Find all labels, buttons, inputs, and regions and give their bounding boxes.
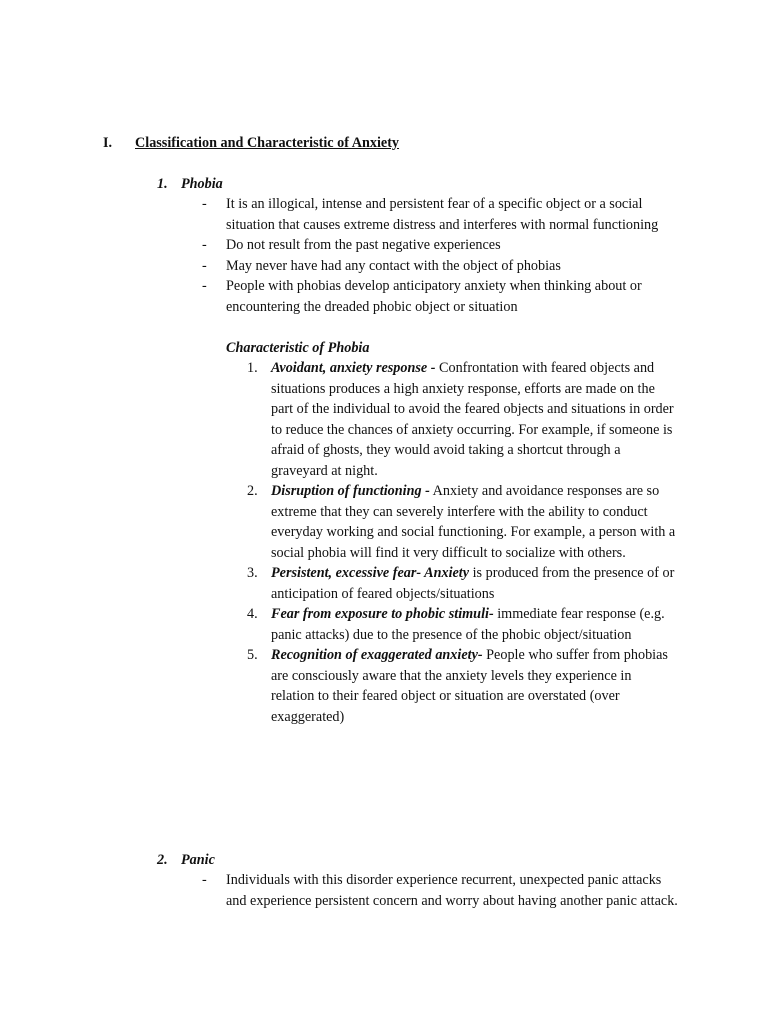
- bullet-text: It is an illogical, intense and persistent fear of a specific object or a social situation that causes extreme distress and interferes with normal functioning: [226, 196, 659, 233]
- bullet-dash: -: [202, 278, 207, 294]
- list-item: [244, 563, 676, 604]
- item-term: Recognition of exaggerated anxiety-: [271, 647, 483, 663]
- panic-heading: [157, 850, 215, 871]
- item-term: Avoidant, anxiety response -: [271, 360, 436, 376]
- item-text: Anxiety and avoidance responses are so extreme that they can severely interfere with the ability to conduct everyday working and social functioning. For example, a person with a social phobia will find it very difficult to socialize with others.: [271, 483, 676, 561]
- item-number: 1.: [247, 360, 258, 376]
- list-item: [244, 604, 676, 645]
- list-item: [200, 256, 680, 277]
- item-number: 2.: [247, 483, 258, 499]
- bullet-text: Do not result from the past negative experiences: [226, 237, 501, 253]
- list-item: [200, 194, 680, 235]
- list-item: [200, 235, 680, 256]
- bullet-dash: -: [202, 196, 207, 212]
- bullet-dash: -: [202, 257, 207, 274]
- item-term: Disruption of functioning -: [271, 483, 430, 499]
- bullet-text: May never have had any contact with the object of phobias: [226, 257, 561, 274]
- phobia-heading: [157, 174, 223, 195]
- panic-number: 2.: [157, 852, 168, 868]
- item-number: 3.: [247, 565, 258, 581]
- bullet-dash: -: [202, 237, 207, 253]
- item-text: immediate fear response (e.g. panic attacks) due to the presence of the phobic object/situation: [271, 606, 665, 643]
- item-text: Confrontation with feared objects and situations produces a high anxiety response, efforts are made on the part of the individual to avoid the feared objects and situations in order to reduce the chances of anxiety occurring. For example, if someone is afraid of ghosts, they would avoid taking a shortcut through a graveyard at night.: [271, 360, 674, 479]
- item-number: 5.: [247, 647, 258, 663]
- list-item: [244, 481, 676, 563]
- characteristics-heading: Characteristic of Phobia: [226, 340, 370, 356]
- item-text: People who suffer from phobias are consciously aware that the anxiety levels they experience in relation to their feared object or situation are overstated (over exaggerated): [271, 647, 668, 725]
- list-item: [200, 276, 680, 317]
- bullet-text: People with phobias develop anticipatory anxiety when thinking about or encountering the dreaded phobic object or situation: [226, 278, 642, 315]
- item-term: Persistent, excessive fear- Anxiety: [271, 565, 470, 581]
- phobia-title: Phobia: [181, 176, 223, 192]
- panic-bullet-list: [200, 870, 680, 911]
- list-item: [244, 358, 676, 481]
- bullet-text: Individuals with this disorder experience recurrent, unexpected panic attacks and experience persistent concern and worry about having another panic attack.: [226, 872, 678, 909]
- characteristics-list: [244, 358, 676, 727]
- item-term: Fear from exposure to phobic stimuli-: [271, 606, 494, 622]
- panic-title: Panic: [181, 852, 215, 868]
- item-number: 4.: [247, 606, 258, 622]
- list-item: [200, 870, 680, 911]
- phobia-bullet-list: [200, 194, 680, 317]
- phobia-number: 1.: [157, 176, 168, 192]
- section-title: Classification and Characteristic of Anxiety: [135, 135, 400, 151]
- item-text: is produced from the presence of or anticipation of feared objects/situations: [271, 565, 675, 602]
- bullet-dash: -: [202, 872, 207, 888]
- section-numeral: I.: [103, 135, 113, 151]
- section-heading: [103, 133, 399, 154]
- list-item: [244, 645, 676, 727]
